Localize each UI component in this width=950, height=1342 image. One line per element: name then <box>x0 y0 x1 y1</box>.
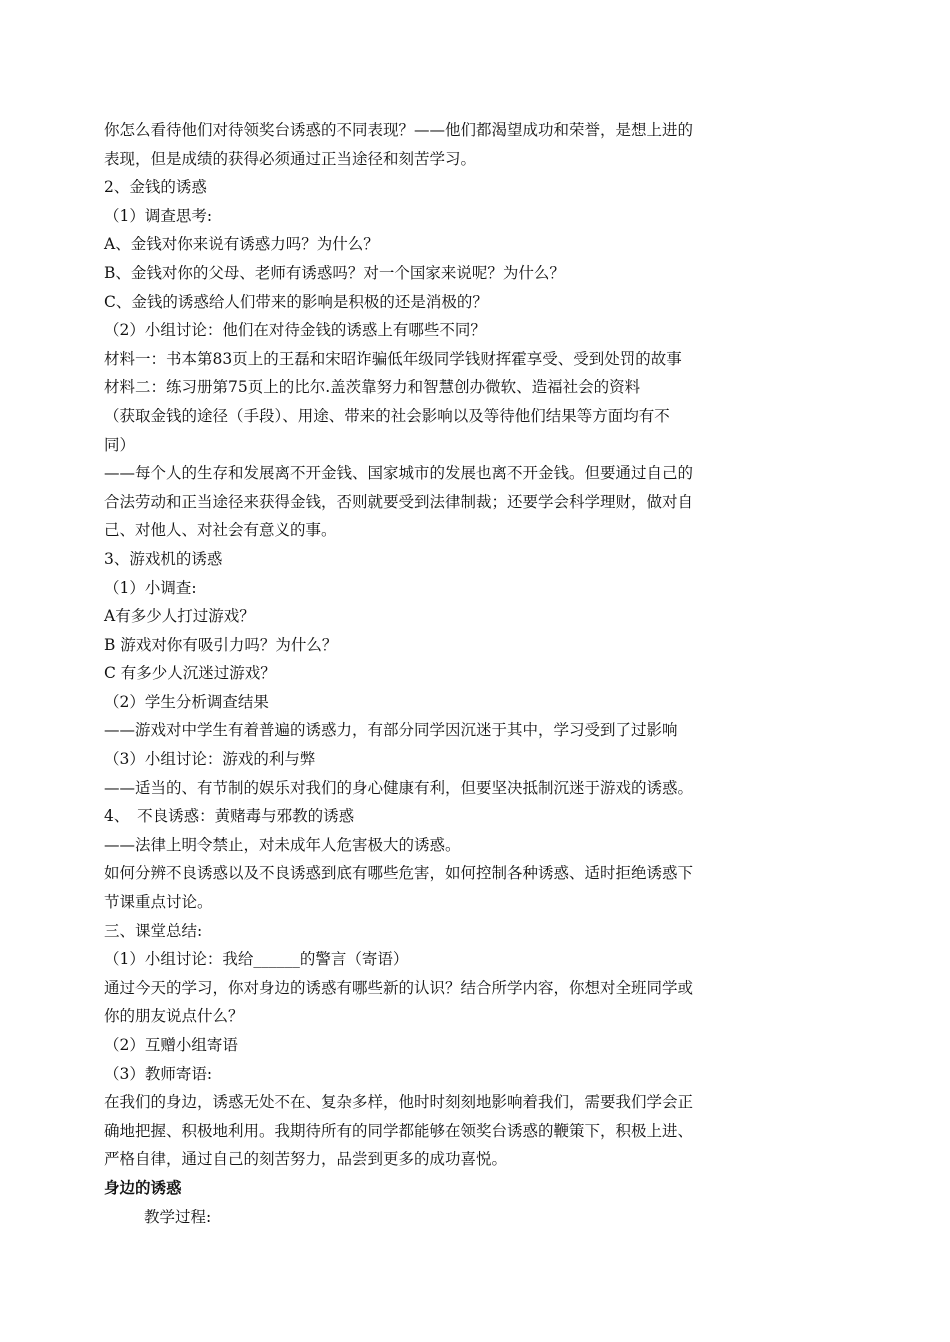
text-line: ——法律上明令禁止，对未成年人危害极大的诱惑。 <box>104 835 461 854</box>
section-heading: 身边的诱惑 <box>104 1178 182 1197</box>
text-line: 你怎么看待他们对待领奖台诱惑的不同表现？——他们都渴望成功和荣誉，是想上进的 <box>104 121 694 139</box>
text-line: 三、课堂总结: <box>104 921 203 940</box>
text-line: （1）小调查: <box>104 578 197 597</box>
text-line: 2、金钱的诱惑 <box>104 178 207 197</box>
text-line: （获取金钱的途径（手段）、用途、带来的社会影响以及等待他们结果等方面均有不 <box>104 406 670 425</box>
text-line: 确地把握、积极地利用。我期待所有的同学都能够在领奖台诱惑的鞭策下，积极上进、 <box>104 1121 694 1140</box>
text-line: 通过今天的学习，你对身边的诱惑有哪些新的认识？结合所学内容，你想对全班同学或 <box>104 978 694 997</box>
text-line: C、金钱的诱惑给人们带来的影响是积极的还是消极的？ <box>104 292 488 311</box>
text-line: ——适当的、有节制的娱乐对我们的身心健康有利，但要坚决抵制沉迷于游戏的诱惑。 <box>104 778 694 797</box>
text-line: （2）小组讨论：他们在对待金钱的诱惑上有哪些不同？ <box>104 321 486 340</box>
text-line: 同） <box>104 435 136 454</box>
text-line: （2）学生分析调查结果 <box>104 692 269 711</box>
text-line: 表现，但是成绩的获得必须通过正当途径和刻苦学习。 <box>104 149 477 168</box>
text-line: 节课重点讨论。 <box>104 893 213 912</box>
text-line: 己、对他人、对社会有意义的事。 <box>104 521 337 540</box>
text-line: （3）教师寄语: <box>104 1064 213 1083</box>
text-line: 如何分辨不良诱惑以及不良诱惑到底有哪些危害，如何控制各种诱惑、适时拒绝诱惑下 <box>104 864 694 883</box>
text-line: ——每个人的生存和发展离不开金钱、国家城市的发展也离不开金钱。但要通过自己的 <box>104 464 694 483</box>
text-line: 4、 不良诱惑：黄赌毒与邪教的诱惑 <box>104 807 355 826</box>
text-line: 材料二：练习册第75页上的比尔.盖茨靠努力和智慧创办微软、造福社会的资料 <box>104 378 641 397</box>
text-line: ——游戏对中学生有着普遍的诱惑力，有部分同学因沉迷于其中，学习受到了过影响 <box>104 721 678 740</box>
text-line: 3、游戏机的诱惑 <box>104 549 223 568</box>
text-line: 材料一：书本第83页上的王磊和宋昭诈骗低年级同学钱财挥霍享受、受到处罚的故事 <box>104 349 682 368</box>
text-line: （1）小组讨论：我给______的警言（寄语） <box>104 950 409 969</box>
text-line: A有多少人打过游戏？ <box>104 607 255 626</box>
text-line: B 游戏对你有吸引力吗？为什么？ <box>104 635 338 654</box>
text-line: 严格自律，通过自己的刻苦努力，品尝到更多的成功喜悦。 <box>104 1150 508 1169</box>
document-page <box>104 116 840 1231</box>
text-line: （2）互赠小组寄语 <box>104 1036 238 1054</box>
text-line: B、金钱对你的父母、老师有诱惑吗？对一个国家来说呢？为什么？ <box>104 263 565 282</box>
text-line: （1）调查思考: <box>104 206 213 225</box>
text-line: 你的朋友说点什么？ <box>104 1007 244 1026</box>
text-line: （3）小组讨论：游戏的利与弊 <box>104 750 316 769</box>
section-subheading: 教学过程: <box>144 1207 212 1226</box>
document-body <box>104 116 840 1174</box>
text-line: A、金钱对你来说有诱惑力吗？为什么？ <box>104 235 379 254</box>
text-line: C 有多少人沉迷过游戏？ <box>104 664 276 683</box>
text-line: 合法劳动和正当途径来获得金钱，否则就要受到法律制裁；还要学会科学理财，做对自 <box>104 492 694 511</box>
text-line: 在我们的身边，诱惑无处不在、复杂多样，他时时刻刻地影响着我们，需要我们学会正 <box>104 1093 694 1112</box>
